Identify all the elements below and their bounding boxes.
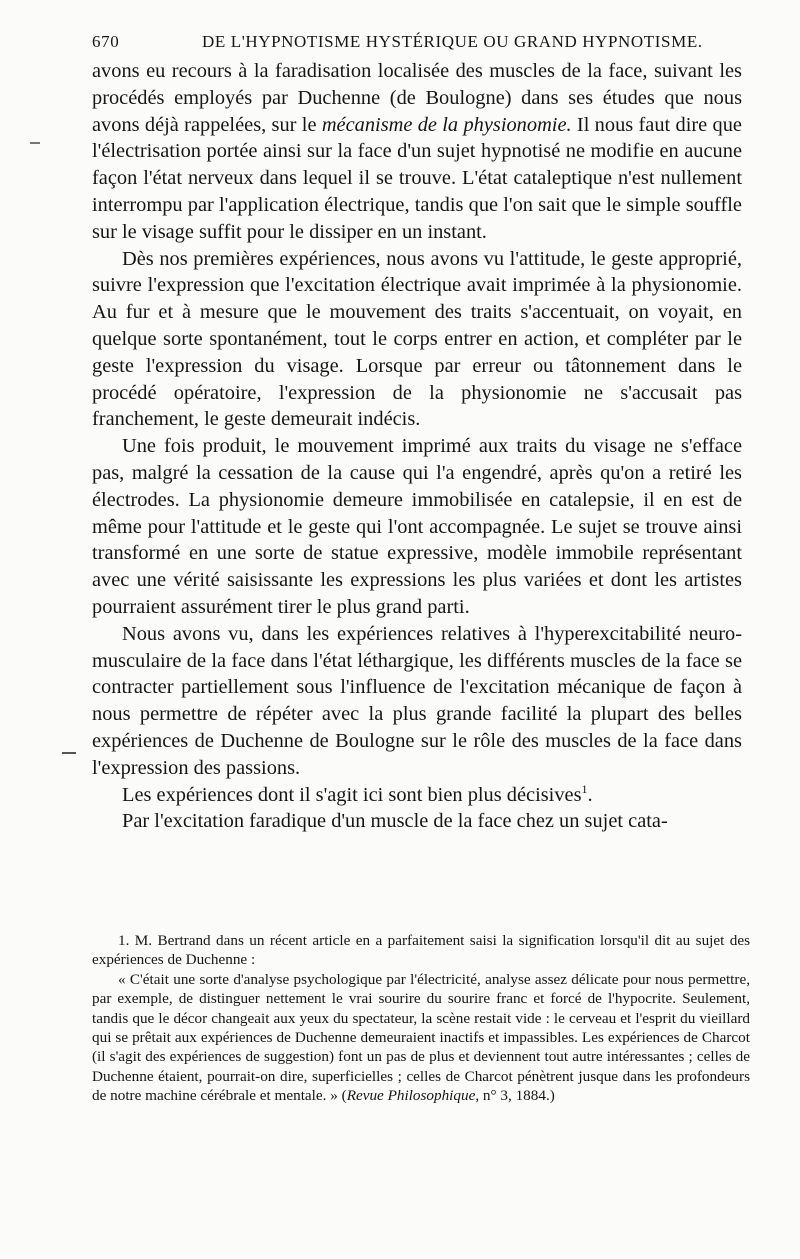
- footnote-text: « C'était une sorte d'analyse psychologique par l'électricité, analyse assez délicate pour nous permettre, par exemple, de distinguer nettement le vrai sourire du sourire franc et forcé de l'hypocrite. Seulement, tandis que le décor changeait aux yeux du spectateur, la scène restait vide : le cerveau et l'esprit du vieillard qui se prêtait aux expériences de Duchenne demeuraient inactifs et impassibles. Les expériences de Charcot (il s'agit des expériences de suggestion) font un pas de plus et deviennent tout autre intéressantes ; celles de Duchenne étaient, pourrait-on dire, superficielles ; celles de Charcot pénètrent jusque dans les profondeurs de notre machine cérébrale et mentale. » (: [92, 970, 750, 1105]
- body-text: [92, 58, 742, 835]
- running-title: DE L'HYPNOTISME HYSTÉRIQUE OU GRAND HYPNOTISME.: [202, 32, 703, 51]
- page-number: 670: [92, 32, 120, 51]
- paragraph-text: Il nous faut dire que l'électrisation portée ainsi sur la face d'un sujet hypnotisé ne modifie en aucune façon l'état nerveux dans lequel il se trouve. L'état cataleptique n'est nullement interrompu par l'application électrique, tandis que l'on sait que le simple souffle sur le visage suffit pour le dissiper en un instant.: [92, 113, 742, 243]
- footnote-paragraph: [92, 970, 750, 1106]
- footnote-emphasis: Revue Philosophique: [346, 1087, 476, 1105]
- margin-mark: [30, 142, 40, 144]
- paragraph-text: avons eu recours à la faradisation localisée des muscles de la face, suivant les procédés employés par Duchenne (de Boulogne) dans ses études que nous avons déjà rappelées, sur le: [92, 60, 742, 136]
- margin-mark: [62, 752, 76, 754]
- paragraph: Une fois produit, le mouvement imprimé aux traits du visage ne s'efface pas, malgré la cessation de la cause qui l'a engendré, après qu'on a retiré les électrodes. La physionomie demeure immobilisée en catalepsie, il en est de même pour l'attitude et le geste qui l'ont accompagnée. Le sujet se trouve ainsi transformé en une sorte de statue expressive, modèle immobile représentant avec une vérité saisissante les expressions les plus variées et dont les artistes pourraient assurément tirer le plus grand parti.: [92, 435, 742, 618]
- footnote-paragraph: 1. M. Bertrand dans un récent article en a parfaitement saisi la signification lorsqu'il dit au sujet des expériences de Duchenne :: [92, 932, 750, 969]
- paragraph: Par l'excitation faradique d'un muscle de la face chez un sujet cata-: [122, 810, 668, 833]
- paragraph: Nous avons vu, dans les expériences relatives à l'hyperexcitabilité neuro-musculaire de la face dans l'état léthargique, les différents muscles de la face se contracter partiellement sous l'influence de l'excitation mécanique de façon à nous permettre de répéter avec la plus grande facilité la plupart des belles expériences de Duchenne de Boulogne sur le rôle des muscles de la face dans l'expression des passions.: [92, 622, 742, 779]
- paragraph: Dès nos premières expériences, nous avons vu l'attitude, le geste approprié, suivre l'expression que l'excitation électrique avait imprimée à la physionomie. Au fur et à mesure que le mouvement des traits s'accentuait, on voyait, en quelque sorte spontanément, tout le corps entrer en action, et compléter par le geste l'expression du visage. Lorsque par erreur ou tâtonnement dans le procédé opératoire, l'expression de la physionomie ne s'accusait pas franchement, le geste demeurait indécis.: [92, 247, 742, 431]
- footnote-text: , n° 3, 1884.): [475, 1087, 555, 1105]
- paragraph-text: Les expériences dont il s'agit ici sont bien plus décisives: [122, 783, 582, 806]
- paragraph: [92, 58, 742, 246]
- paragraph-emphasis: mécanisme de la physionomie.: [321, 113, 572, 136]
- page-header: [92, 32, 742, 56]
- paragraph-text: .: [587, 783, 593, 806]
- footnote-marker: 1: [581, 781, 588, 796]
- footnotes: [92, 931, 750, 1106]
- paragraph: [92, 782, 742, 809]
